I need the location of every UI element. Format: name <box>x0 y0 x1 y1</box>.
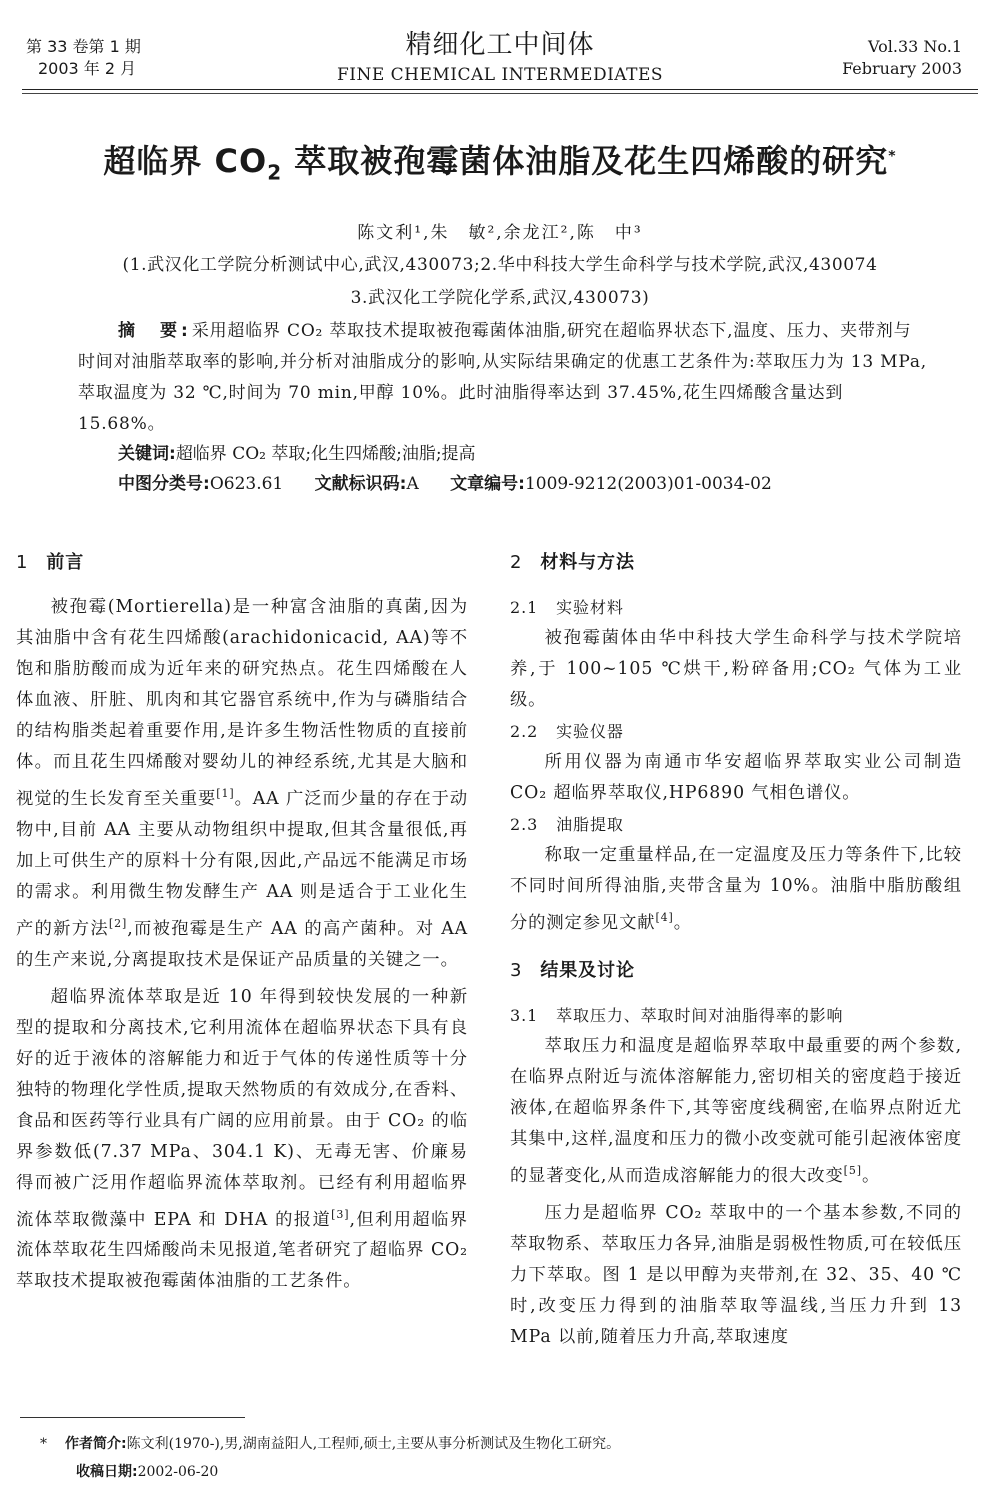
title-footnote-mark: * <box>888 148 897 165</box>
keywords-text: 超临界 CO₂ 萃取;化生四烯酸;油脂;提高 <box>175 444 476 464</box>
subsection-3-1-heading: 3.1 萃取压力、萃取时间对油脂得率的影响 <box>510 1005 844 1025</box>
citation-1: [1] <box>216 787 235 800</box>
paragraph-2: 超临界流体萃取是近 10 年得到较快发展的一种新型的提取和分离技术,它利用流体在超临界状态下具有良好的近于液体的溶解能力和近于气体的传递性质等十分独特的物理化学性质,提取天然物质的有效成分,在香料、食品和医药等行业具有广阔的应用前景。由于 CO₂ 的临界参数低(7.37 MPa、304.1 K)、无毒无害、价廉易得而被广泛用作超临界流体萃取剂。已经有利用超临界流体萃取微藻中 EPA 和 DHA 的报道[3],但利用超临界流体萃取花生四烯酸尚未见报道,笔者研究了超临界 CO₂ 萃取技术提取被孢霉菌体油脂的工艺条件。 <box>16 986 468 1292</box>
abstract-text: 采用超临界 CO₂ 萃取技术提取被孢霉菌体油脂,研究在超临界状态下,温度、压力、夹带剂与时间对油脂萃取率的影响,并分析对油脂成分的影响,从实际结果确定的优惠工艺条件为:萃取压力为 13 MPa,萃取温度为 32 ℃,时间为 70 min,甲醇 10%。此时油脂得率达到 37.45%,花生四烯酸含量达到 15.68%。 <box>78 321 927 434</box>
keywords <box>118 439 938 469</box>
subsection-3-1-paragraph-2: 压力是超临界 CO₂ 萃取中的一个基本参数,不同的萃取物系、萃取压力各异,油脂是弱极性物质,可在较低压力下萃取。图 1 是以甲醇为夹带剂,在 32、35、40 ℃时,改变压力得到的油脂萃取等温线,当压力升到 13 MPa 以前,随着压力升高,萃取速度 <box>510 1202 962 1347</box>
subsection-2-3-heading: 2.3 油脂提取 <box>510 815 624 834</box>
citation-5: [5] <box>843 1163 862 1177</box>
section-1-heading: 1 前言 <box>16 552 85 573</box>
subsection-2-1-text: 被孢霉菌体由华中科技大学生命科学与技术学院培养,于 100~105 ℃烘干,粉碎备用;CO₂ 气体为工业级。 <box>510 628 962 710</box>
received-date: 收稿日期:2002-06-20 <box>76 1464 219 1480</box>
footnote <box>40 1430 940 1486</box>
issue-date: 2003 年 2 月 <box>38 59 137 78</box>
volume-issue: 第 33 卷第 1 期 <box>26 37 141 56</box>
right-column <box>510 547 962 1353</box>
journal-name-en: FINE CHEMICAL INTERMEDIATES <box>336 65 664 85</box>
affiliation-line-2: 3.武汉化工学院化学系,武汉,430073) <box>350 288 650 308</box>
author-bio: * 作者简介:陈文利(1970-),男,湖南益阳人,工程师,硕士,主要从事分析测试及生物化工研究。 <box>40 1436 621 1452</box>
affiliation-line-1: (1.武汉化工学院分析测试中心,武汉,430073;2.华中科技大学生命科学与技术学院,武汉,430074 <box>122 255 878 275</box>
paper-title: 超临界 $CO_2$ 萃取被孢霉菌体油脂及花生四烯酸的研究* <box>103 142 897 185</box>
footnote-rule <box>20 1417 245 1418</box>
clc-value: O623.61 <box>209 474 284 494</box>
citation-4: [4] <box>655 911 674 924</box>
keywords-label: 关键词: <box>118 444 176 464</box>
paragraph-1: 被孢霉(Mortierella)是一种富含油脂的真菌,因为其油脂中含有花生四烯酸(arachidonicacid, AA)等不饱和脂肪酸而成为近年来的研究热点。花生四烯酸在人体血液、肝脏、肌肉和其它器官系统中,作为与磷脂结合的结构脂类起着重要作用,是许多生物活性物质的直接前体。而且花生四烯酸对婴幼儿的神经系统,尤其是大脑和视觉的生长发育至关重要[1]。AA 广泛而少量的存在于动物中,目前 AA 主要从动物组织中提取,但其含量很低,再加上可供生产的原料十分有限,因此,产品远不能满足市场的需求。利用微生物发酵生产 AA 则是适合于工业化生产的新方法[2],而被孢霉是生产 AA 的高产菌种。对 AA 的生产来说,分离提取技术是保证产品质量的关键之一。 <box>16 597 468 970</box>
left-column <box>16 547 468 1297</box>
header-rule-thin <box>22 93 978 94</box>
journal-issue-en <box>842 36 962 80</box>
subsection-3-1-paragraph-1: 萃取压力和温度是超临界萃取中最重要的两个参数,在临界点附近与流体溶解能力,密切相关的密度趋于接近液体,在超临界条件下,其等密度线稠密,在临界点附近尤其集中,这样,温度和压力的微小改变就可能引起液体密度的显著变化,从而造成溶解能力的很大改变[5]。 <box>510 1035 962 1186</box>
section-3-heading: 3 结果及讨论 <box>510 959 635 981</box>
article-number-value: 1009-9212(2003)01-0034-02 <box>524 474 772 494</box>
abstract-label: 摘 要: <box>118 321 192 341</box>
issue-date-en: February 2003 <box>842 59 962 78</box>
citation-2: [2] <box>108 916 128 930</box>
doc-code-value: A <box>406 474 419 494</box>
citation-3: [3] <box>331 1207 350 1221</box>
header-rule <box>22 89 978 90</box>
section-2-heading: 2 材料与方法 <box>510 552 635 573</box>
subsection-2-2-heading: 2.2 实验仪器 <box>510 722 624 741</box>
subsection-2-2-text: 所用仪器为南通市华安超临界萃取实业公司制造 CO₂ 超临界萃取仪,HP6890 气相色谱仪。 <box>510 752 962 803</box>
volume-issue-en: Vol.33 No.1 <box>868 37 962 56</box>
subsection-2-1-heading: 2.1 实验材料 <box>510 598 624 617</box>
classification: 中图分类号:O623.61 文献标识码:A 文章编号:1009-9212(2003)01-0034-02 <box>118 474 772 494</box>
author-list: 陈文利¹,朱 敏²,余龙江²,陈 中³ <box>357 223 643 243</box>
journal-name-cn: 精细化工中间体 <box>405 30 595 60</box>
footnote-mark: * <box>40 1436 47 1452</box>
subsection-2-3-text: 称取一定重量样品,在一定温度及压力等条件下,比较不同时间所得油脂,夹带含量为 10%。油脂中脂肪酸组分的测定参见文献[4]。 <box>510 845 962 933</box>
abstract <box>78 316 928 440</box>
